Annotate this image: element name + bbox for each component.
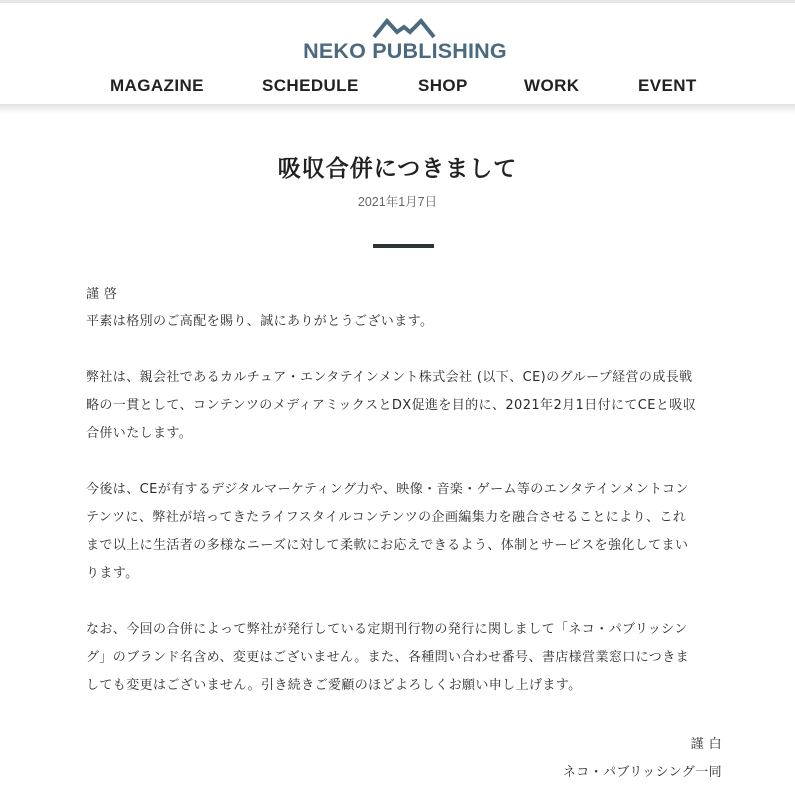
main-nav (0, 76, 795, 100)
paragraph-line: 平素は格別のご高配を賜り、誠にありがとうございます。 (86, 314, 434, 329)
article-title: 吸収合併につきまして (277, 156, 518, 182)
closing: 謹 白 (690, 737, 722, 752)
paragraph-line: ります。 (86, 566, 139, 581)
nav-item-work[interactable]: WORK (524, 76, 580, 95)
paragraph-line: グ」のブランド名含め、変更はございません。また、各種問い合わせ番号、書店様営業窓口につきま (86, 650, 690, 665)
paragraph-line: なお、今回の合併によって弊社が発行している定期刊行物の発行に関しまして「ネコ・パブリッシン (86, 622, 688, 637)
article-date: 2021年1月7日 (357, 195, 438, 209)
site-header (0, 3, 795, 106)
nav-item-event[interactable]: EVENT (638, 76, 697, 95)
header-shadow (0, 104, 795, 114)
signature: ネコ・パブリッシング一同 (562, 765, 722, 780)
paragraph-line: 合併いたします。 (86, 426, 193, 441)
logo-mountain-icon (372, 17, 438, 39)
site-logo[interactable] (300, 13, 510, 67)
nav-item-schedule[interactable]: SCHEDULE (262, 76, 359, 95)
paragraph-line: 今後は、CEが有するデジタルマーケティング力や、映像・音楽・ゲーム等のエンタテインメントコン (86, 482, 689, 497)
paragraph-line: テンツに、弊社が培ってきたライフスタイルコンテンツの企画編集力を融合させることにより、これ (86, 510, 687, 525)
nav-item-magazine[interactable]: MAGAZINE (110, 76, 204, 95)
paragraph-line: まで以上に生活者の多様なニーズに対して柔軟にお応えできるよう、体制とサービスを強化してまい (86, 538, 689, 553)
paragraph-line: 略の一貫として、コンテンツのメディアミックスとDX促進を目的に、2021年2月1日付にてCEと吸収 (86, 398, 697, 413)
paragraph-line: 弊社は、親会社であるカルチュア・エンタテインメント株式会社 (以下、CE)のグループ経営の成長戦 (86, 370, 693, 385)
paragraph-line: しても変更はございません。引き続きご愛顧のほどよろしくお願い申し上げます。 (86, 678, 582, 693)
nav-item-shop[interactable]: SHOP (418, 76, 468, 95)
title-divider (373, 244, 434, 248)
greeting: 謹 啓 (86, 287, 118, 302)
logo-text: NEKO PUBLISHING (303, 39, 507, 63)
